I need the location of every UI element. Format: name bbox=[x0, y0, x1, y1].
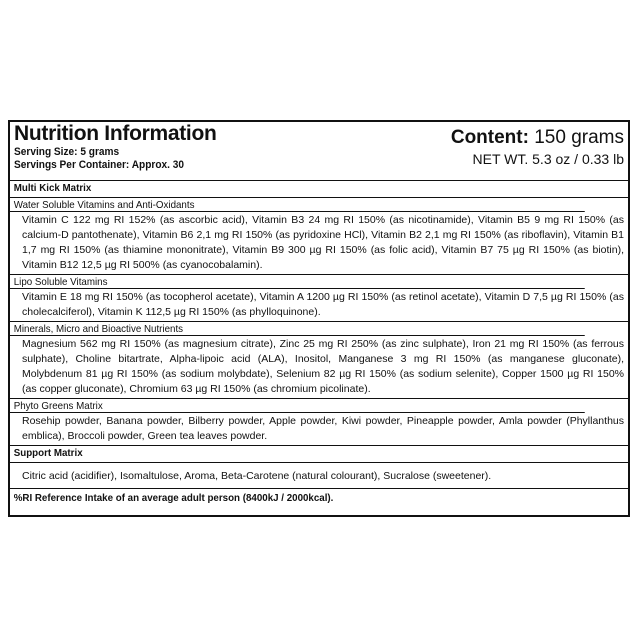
section-lipo-soluble bbox=[10, 275, 628, 322]
section-text-support: Citric acid (acidifier), Isomaltulose, Aroma, Beta-Carotene (natural colourant), Sucralose (sweetener). bbox=[22, 470, 492, 482]
content-line bbox=[451, 127, 624, 149]
section-text-minerals: Magnesium 562 mg RI 150% (as magnesium citrate), Zinc 25 mg RI 250% (as zinc sulphate), Iron 21 mg RI 150% (as ferrous sulphate), Choline bitartrate, Alpha-lipoic acid (ALA), Inositol, Manganese 3 mg RI 150% (as manganese gluconate), Molybdenum 81 µg RI 150% (as sodium molybdate), Selenium 82 µg RI 150% (as sodium selenite), Copper 1500 µg RI 150% (as copper gluconate), Chromium 63 µg RI 150% (as chromium picolinate). bbox=[22, 338, 624, 395]
servings-per-container: Servings Per Container: Approx. 30 bbox=[14, 159, 185, 171]
panel-header bbox=[10, 122, 628, 181]
section-label-multi-kick: Multi Kick Matrix bbox=[13, 182, 92, 194]
section-support bbox=[10, 463, 628, 489]
section-minerals bbox=[10, 322, 628, 399]
nutrition-panel bbox=[8, 120, 630, 517]
section-label-water-soluble: Water Soluble Vitamins and Anti-Oxidants bbox=[10, 198, 585, 212]
section-label-support: Support Matrix bbox=[13, 447, 83, 459]
footnote-row bbox=[10, 489, 628, 504]
section-support-header bbox=[10, 446, 628, 463]
serving-size: Serving Size: 5 grams bbox=[14, 146, 120, 158]
net-weight: NET WT. 5.3 oz / 0.33 lb bbox=[472, 151, 624, 167]
section-label-minerals: Minerals, Micro and Bioactive Nutrients bbox=[10, 322, 585, 336]
section-label-lipo-soluble: Lipo Soluble Vitamins bbox=[10, 275, 585, 289]
footnote: %RI Reference Intake of an average adult person (8400kJ / 2000kcal). bbox=[13, 492, 334, 504]
section-text-lipo-soluble: Vitamin E 18 mg RI 150% (as tocopherol acetate), Vitamin A 1200 µg RI 150% (as retinol acetate), Vitamin D 7,5 µg RI 150% (as cholecalciferol), Vitamin K 112,5 µg RI 150% (as phylloquinone). bbox=[22, 291, 624, 318]
content-value: 150 grams bbox=[534, 127, 624, 148]
section-text-water-soluble: Vitamin C 122 mg RI 152% (as ascorbic acid), Vitamin B3 24 mg RI 150% (as nicotinamide), Vitamin B5 9 mg RI 150% (as calcium-D pantothenate), Vitamin B6 2,1 mg RI 150% (as pyridoxine HCl), Vitamin B2 2,1 mg RI 150% (as riboflavin), Vitamin B1 1,7 mg RI 150% (as thiamine mononitrate), Vitamin B9 300 µg RI 150% (as folic acid), Vitamin B7 75 µg RI 150% (as biotin), Vitamin B12 12,5 µg RI 500% (as cyanocobalamin). bbox=[22, 214, 624, 271]
content-label: Content: bbox=[450, 127, 529, 148]
section-water-soluble bbox=[10, 198, 628, 275]
section-phyto bbox=[10, 399, 628, 446]
panel-title: Nutrition Information bbox=[14, 122, 217, 145]
section-multi-kick bbox=[10, 181, 628, 198]
section-label-phyto: Phyto Greens Matrix bbox=[10, 399, 585, 413]
section-text-phyto: Rosehip powder, Banana powder, Bilberry powder, Apple powder, Kiwi powder, Pineapple powder, Amla powder (Phyllanthus emblica), Broccoli powder, Green tea leaves powder. bbox=[22, 415, 624, 442]
